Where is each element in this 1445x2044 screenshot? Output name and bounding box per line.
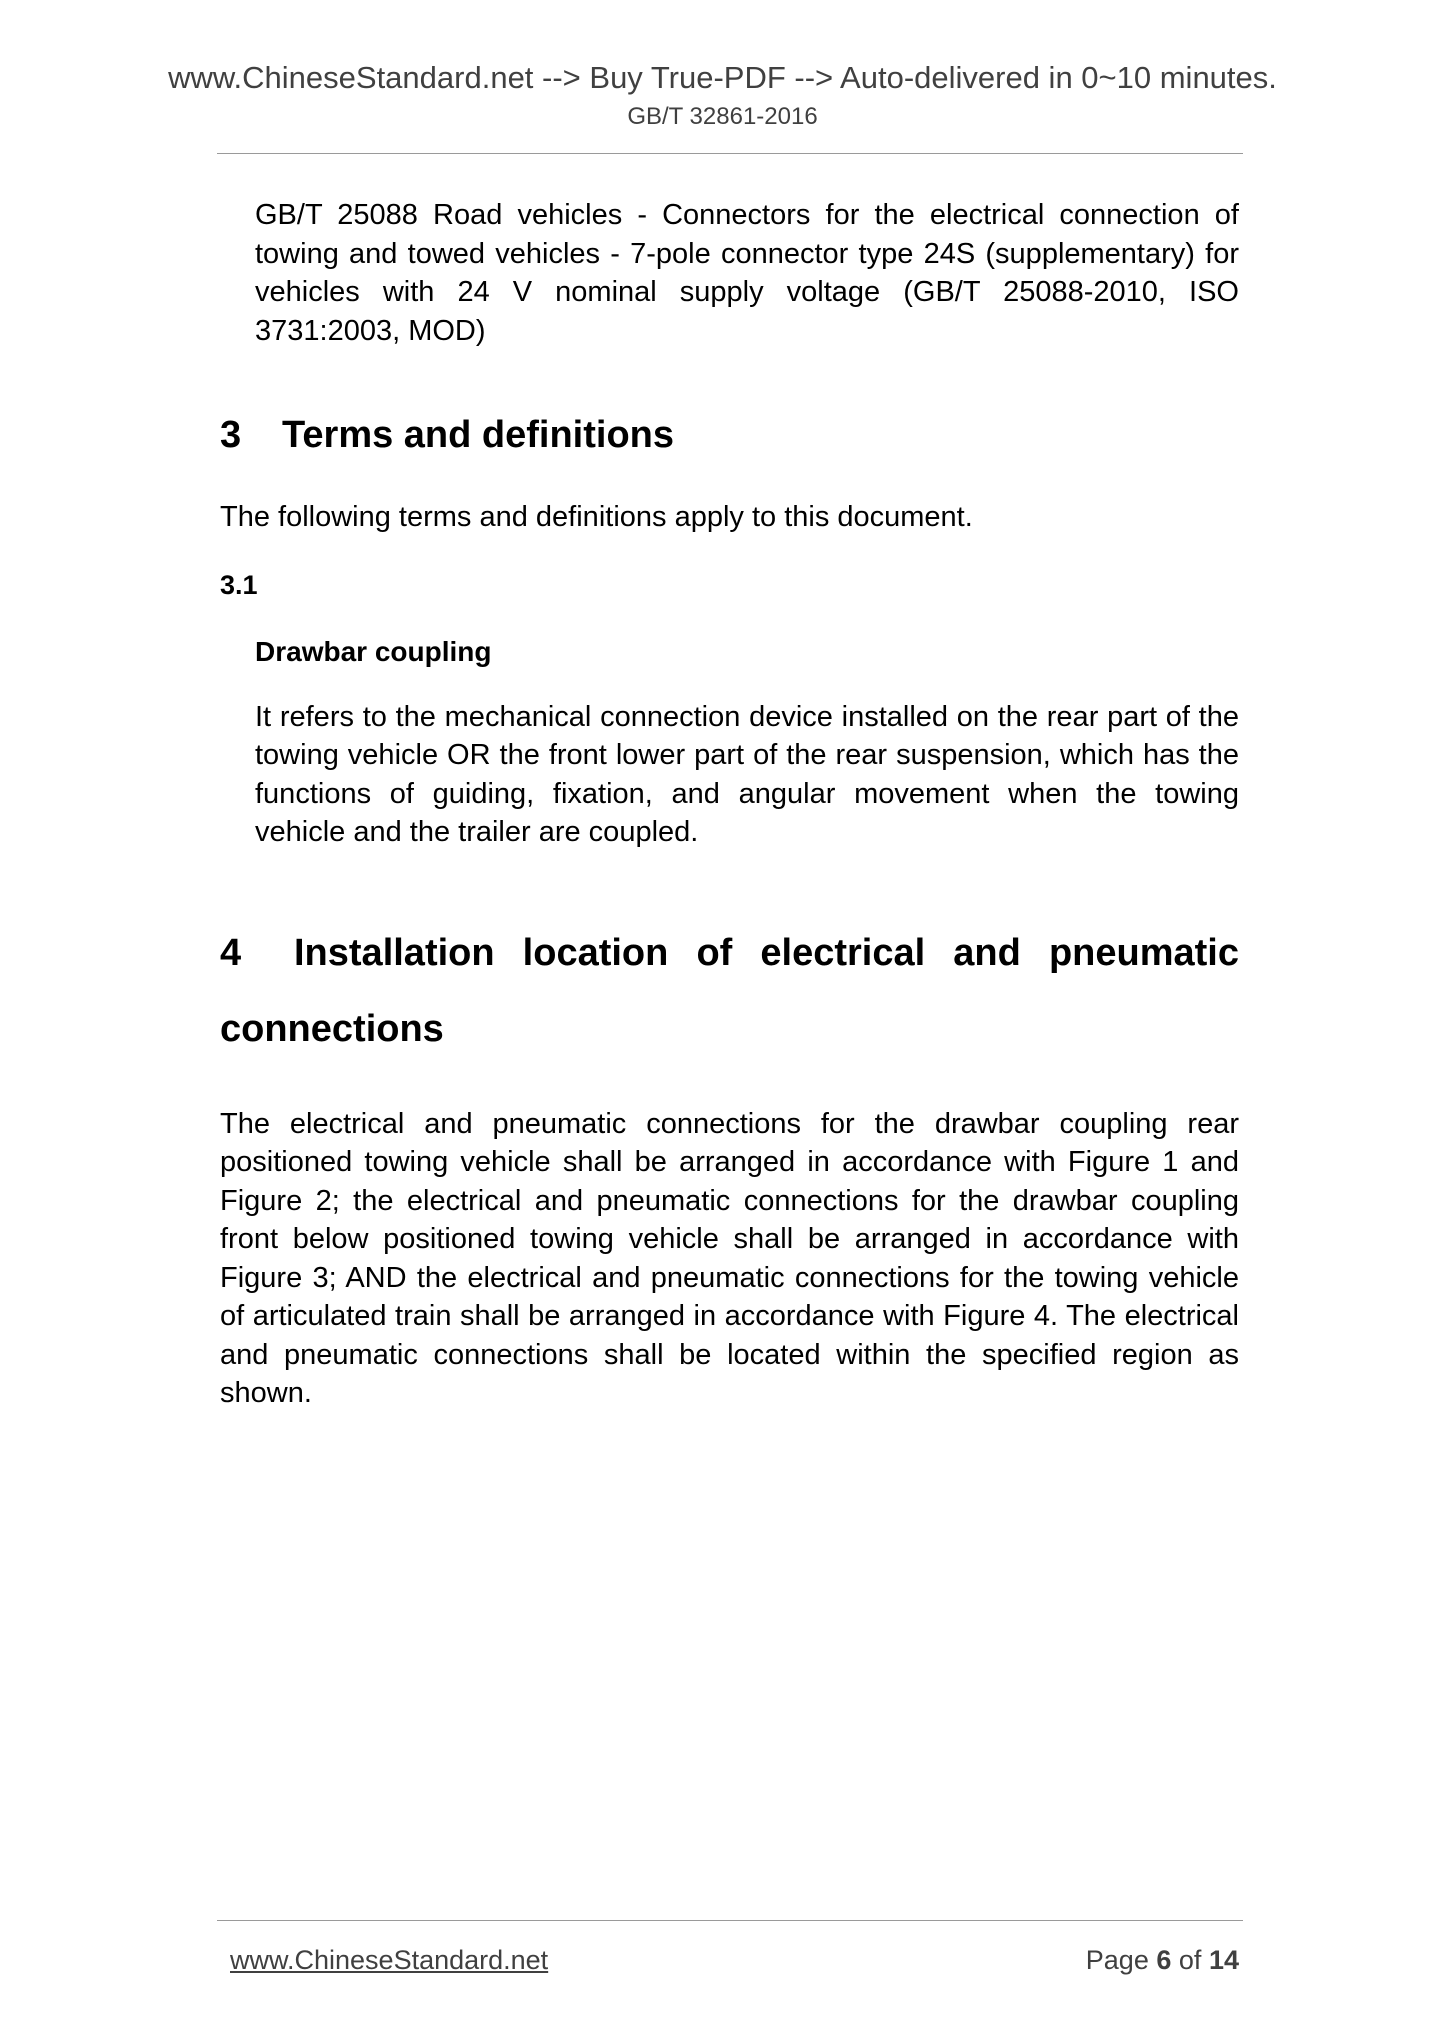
page-header [0, 58, 1445, 132]
page-footer [230, 1942, 1239, 1982]
footer-website-link[interactable]: www.ChineseStandard.net [230, 1945, 549, 1975]
header-banner: www.ChineseStandard.net --> Buy True-PDF --> Auto-delivered in 0~10 minutes. [168, 60, 1277, 95]
page-indicator [1086, 1942, 1239, 1978]
term-number: 3.1 [220, 569, 258, 600]
section-3-number: 3 [220, 414, 242, 456]
section-3-heading [220, 410, 1239, 460]
document-body [220, 196, 1239, 1413]
normative-reference-entry: GB/T 25088 Road vehicles - Connectors for the electrical connection of towing and towed vehicles - 7-pole connector type 24S (supplementary) for vehicles with 24 V nominal supply voltage (GB/T 25088-2010, ISO 3731:2003, MOD) [255, 199, 1239, 347]
footer-divider [217, 1920, 1243, 1921]
page-of: of [1178, 1945, 1202, 1975]
page-number: 6 [1156, 1945, 1172, 1975]
section-4-title: Installation location of electrical and pneumatic connections [220, 931, 1239, 1050]
section-4-number: 4 [220, 931, 242, 974]
term-title: Drawbar coupling [255, 635, 492, 667]
section-4-heading [220, 915, 1239, 1067]
section-4-paragraph: The electrical and pneumatic connections for the drawbar coupling rear positioned towing vehicle shall be arranged in accordance with Figure 1 and Figure 2; the electrical and pneumatic connections for the drawbar coupling front below positioned towing vehicle shall be arranged in accordance with Figure 3; AND the electrical and pneumatic connections for the towing vehicle of articulated train shall be arranged in accordance with Figure 4. The electrical and pneumatic connections shall be located within the specified region as shown. [220, 1107, 1239, 1409]
page-total: 14 [1208, 1945, 1239, 1975]
page-prefix: Page [1085, 1945, 1149, 1975]
header-divider [217, 153, 1243, 154]
term-definition: It refers to the mechanical connection device installed on the rear part of the towing vehicle OR the front lower part of the rear suspension, which has the functions of guiding, fixation, and angular movement when the towing vehicle and the trailer are coupled. [255, 700, 1239, 848]
section-3-intro: The following terms and definitions apply to this document. [220, 501, 973, 533]
header-standard-code: GB/T 32861-2016 [627, 103, 818, 130]
section-3-title: Terms and definitions [282, 414, 675, 456]
